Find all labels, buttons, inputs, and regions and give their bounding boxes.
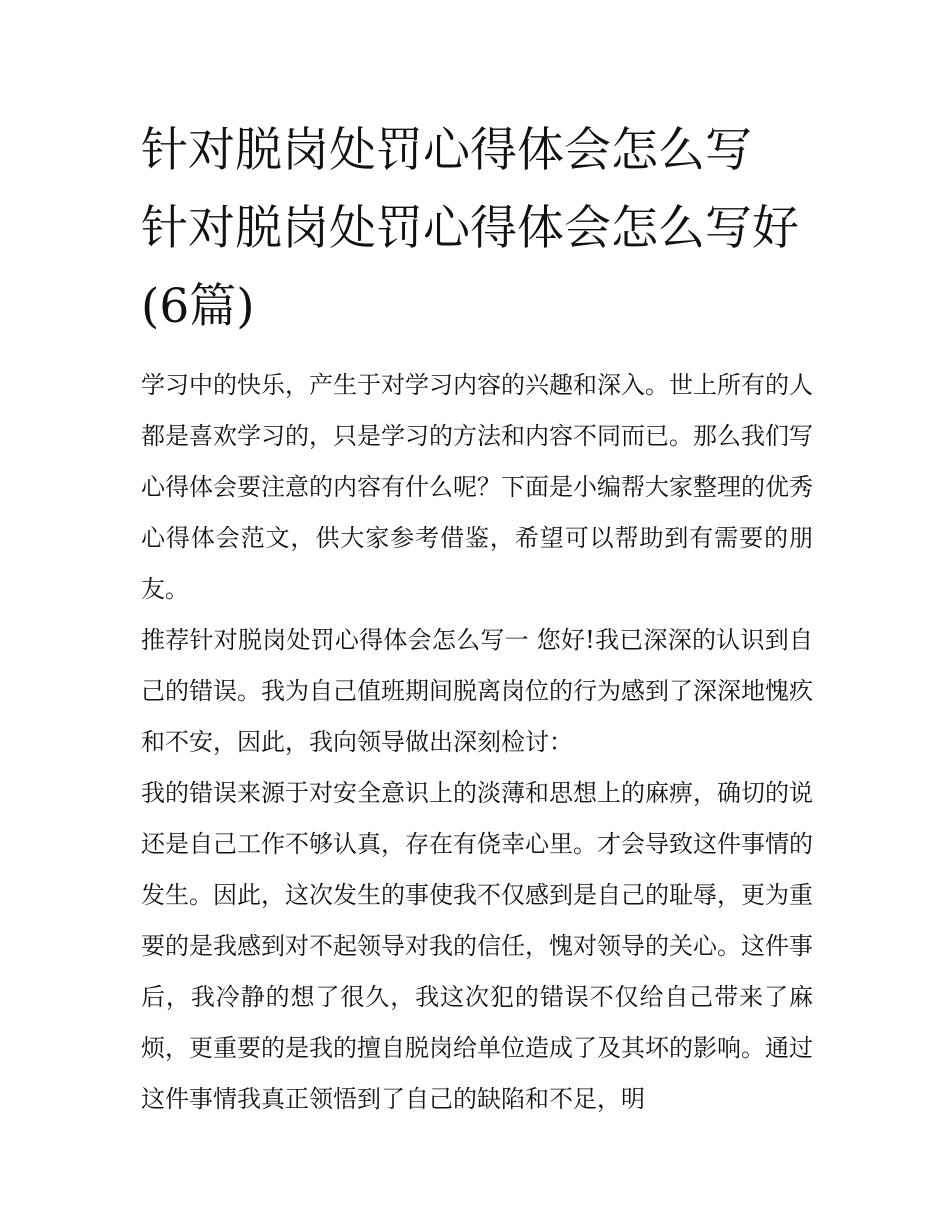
paragraph-recommendation: 推荐针对脱岗处罚心得体会怎么写一 您好!我已深深的认识到自己的错误。我为自己值班期间脱离岗位的行为感到了深深地愧疚和不安，因此，我向领导做出深刻检讨： [141, 626, 813, 756]
document-page [141, 112, 813, 1125]
document-title: 针对脱岗处罚心得体会怎么写 针对脱岗处罚心得体会怎么写好(6篇) [141, 123, 799, 334]
paragraph-intro: 学习中的快乐，产生于对学习内容的兴趣和深入。世上所有的人都是喜欢学习的，只是学习的方法和内容不同而已。那么我们写心得体会要注意的内容有什么呢？下面是小编帮大家整理的优秀心得体会范文，供大家参考借鉴，希望可以帮助到有需要的朋友。 [141, 371, 813, 603]
paragraph-reflection: 我的错误来源于对安全意识上的淡薄和思想上的麻痹，确切的说还是自己工作不够认真，存在有侥幸心里。才会导致这件事情的发生。因此，这次发生的事使我不仅感到是自己的耻辱，更为重要的是我感到对不起领导对我的信任，愧对领导的关心。这件事后，我冷静的想了很久，我这次犯的错误不仅给自己带来了麻烦，更重要的是我的擅自脱岗给单位造成了及其坏的影响。通过这件事情我真正领悟到了自己的缺陷和不足，明 [141, 779, 813, 1113]
